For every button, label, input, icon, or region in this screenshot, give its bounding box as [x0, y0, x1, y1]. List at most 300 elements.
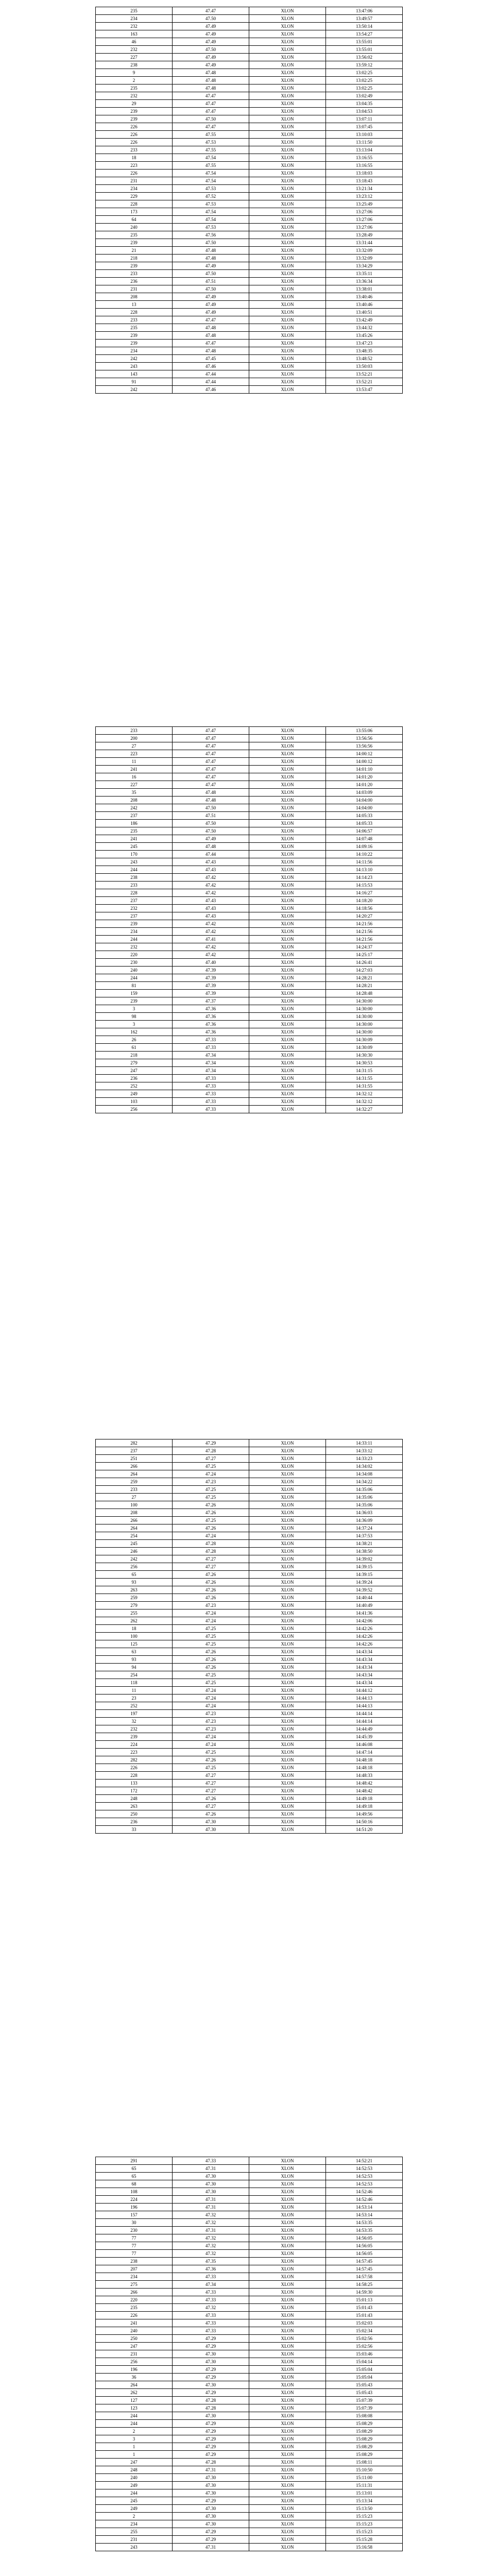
table-row — [96, 2335, 403, 2343]
table-row — [96, 2204, 403, 2211]
volume-cell: 227 — [96, 54, 173, 61]
volume-cell: 196 — [96, 2204, 173, 2211]
volume-cell: 245 — [96, 843, 173, 851]
time-cell: 13:02:25 — [326, 77, 403, 84]
volume-cell: 262 — [96, 2389, 173, 2397]
price-cell: 47.28 — [173, 2404, 249, 2412]
venue-cell: XLON — [249, 193, 326, 200]
volume-cell: 237 — [96, 912, 173, 920]
venue-cell: XLON — [249, 959, 326, 967]
venue-cell: XLON — [249, 1602, 326, 1609]
venue-cell: XLON — [249, 2180, 326, 2188]
volume-cell: 2 — [96, 2513, 173, 2520]
venue-cell: XLON — [249, 742, 326, 750]
table-row — [96, 742, 403, 750]
price-cell: 47.37 — [173, 997, 249, 1005]
venue-cell: XLON — [249, 2536, 326, 2544]
venue-cell: XLON — [249, 2451, 326, 2459]
price-cell: 47.48 — [173, 332, 249, 340]
price-cell: 47.24 — [173, 1741, 249, 1749]
table-row — [96, 2319, 403, 2327]
table-row — [96, 2482, 403, 2489]
volume-cell: 29 — [96, 100, 173, 108]
volume-cell: 235 — [96, 84, 173, 92]
time-cell: 13:21:34 — [326, 185, 403, 193]
venue-cell: XLON — [249, 1818, 326, 1826]
venue-cell: XLON — [249, 2196, 326, 2204]
price-cell: 47.44 — [173, 370, 249, 378]
venue-cell: XLON — [249, 54, 326, 61]
time-cell: 14:18:56 — [326, 905, 403, 912]
price-cell: 47.27 — [173, 1455, 249, 1463]
time-cell: 14:47:14 — [326, 1749, 403, 1756]
time-cell: 15:03:46 — [326, 2350, 403, 2358]
volume-cell: 262 — [96, 1617, 173, 1625]
table-row — [96, 951, 403, 959]
time-cell: 14:40:49 — [326, 1602, 403, 1609]
venue-cell: XLON — [249, 1447, 326, 1455]
time-cell: 15:13:50 — [326, 2505, 403, 2513]
venue-cell: XLON — [249, 77, 326, 84]
price-cell: 47.48 — [173, 247, 249, 255]
volume-cell: 263 — [96, 1803, 173, 1810]
price-cell: 47.39 — [173, 967, 249, 974]
table-row — [96, 262, 403, 270]
price-cell: 47.32 — [173, 2304, 249, 2312]
volume-cell: 223 — [96, 1749, 173, 1756]
table-row — [96, 936, 403, 943]
venue-cell: XLON — [249, 951, 326, 959]
table-row — [96, 370, 403, 378]
venue-cell: XLON — [249, 789, 326, 796]
venue-cell: XLON — [249, 1455, 326, 1463]
venue-cell: XLON — [249, 905, 326, 912]
venue-cell: XLON — [249, 928, 326, 936]
time-cell: 14:32:12 — [326, 1090, 403, 1098]
volume-cell: 157 — [96, 2211, 173, 2219]
time-cell: 14:21:56 — [326, 928, 403, 936]
price-cell: 47.50 — [173, 804, 249, 812]
volume-cell: 235 — [96, 324, 173, 332]
venue-cell: XLON — [249, 1609, 326, 1617]
volume-cell: 245 — [96, 2497, 173, 2505]
table-row — [96, 1633, 403, 1640]
time-cell: 15:13:34 — [326, 2497, 403, 2505]
time-cell: 14:30:00 — [326, 997, 403, 1005]
venue-cell: XLON — [249, 889, 326, 897]
price-cell: 47.24 — [173, 1733, 249, 1741]
venue-cell: XLON — [249, 2258, 326, 2265]
table-row — [96, 1524, 403, 1532]
volume-cell: 236 — [96, 1075, 173, 1082]
time-cell: 14:36:09 — [326, 1517, 403, 1524]
time-cell: 15:01:43 — [326, 2312, 403, 2319]
time-cell: 14:52:53 — [326, 2165, 403, 2173]
table-row — [96, 2211, 403, 2219]
price-cell: 47.30 — [173, 2180, 249, 2188]
venue-cell: XLON — [249, 2544, 326, 2551]
table-row — [96, 324, 403, 332]
time-cell: 14:43:34 — [326, 1656, 403, 1664]
venue-cell: XLON — [249, 2157, 326, 2165]
venue-cell: XLON — [249, 858, 326, 866]
time-cell: 14:51:20 — [326, 1826, 403, 1834]
volume-cell: 228 — [96, 889, 173, 897]
time-cell: 15:08:29 — [326, 2443, 403, 2451]
volume-cell: 239 — [96, 997, 173, 1005]
venue-cell: XLON — [249, 2165, 326, 2173]
time-cell: 13:07:11 — [326, 115, 403, 123]
price-cell: 47.30 — [173, 2381, 249, 2389]
venue-cell: XLON — [249, 1106, 326, 1113]
volume-cell: 255 — [96, 2528, 173, 2536]
time-cell: 15:11:31 — [326, 2482, 403, 2489]
volume-cell: 233 — [96, 1486, 173, 1494]
venue-cell: XLON — [249, 1021, 326, 1028]
time-cell: 14:30:09 — [326, 1044, 403, 1052]
price-cell: 47.32 — [173, 2234, 249, 2242]
venue-cell: XLON — [249, 293, 326, 301]
volume-cell: 172 — [96, 1787, 173, 1795]
time-cell: 13:13:04 — [326, 146, 403, 154]
price-cell: 47.31 — [173, 2466, 249, 2474]
time-cell: 13:55:01 — [326, 46, 403, 54]
price-cell: 47.29 — [173, 2374, 249, 2381]
venue-cell: XLON — [249, 1486, 326, 1494]
time-cell: 13:16:55 — [326, 162, 403, 170]
price-cell: 47.29 — [173, 2443, 249, 2451]
table-row — [96, 897, 403, 905]
time-cell: 15:16:58 — [326, 2544, 403, 2551]
venue-cell: XLON — [249, 1826, 326, 1834]
time-cell: 13:36:34 — [326, 278, 403, 285]
venue-cell: XLON — [249, 1571, 326, 1579]
table-row — [96, 363, 403, 370]
table-row — [96, 789, 403, 796]
time-cell: 14:56:05 — [326, 2242, 403, 2250]
venue-cell: XLON — [249, 1772, 326, 1780]
venue-cell: XLON — [249, 30, 326, 38]
table-row — [96, 1710, 403, 1718]
table-row — [96, 23, 403, 30]
price-cell: 47.42 — [173, 920, 249, 928]
time-cell: 14:32:27 — [326, 1106, 403, 1113]
table-row — [96, 1656, 403, 1664]
time-cell: 14:30:09 — [326, 1036, 403, 1044]
venue-cell: XLON — [249, 216, 326, 224]
table-row — [96, 2281, 403, 2289]
venue-cell: XLON — [249, 835, 326, 843]
venue-cell: XLON — [249, 2204, 326, 2211]
price-cell: 47.50 — [173, 827, 249, 835]
table-row — [96, 1810, 403, 1818]
price-cell: 47.36 — [173, 1028, 249, 1036]
price-cell: 47.31 — [173, 2227, 249, 2234]
volume-cell: 235 — [96, 2304, 173, 2312]
table-row — [96, 46, 403, 54]
time-cell: 14:30:00 — [326, 1005, 403, 1013]
volume-cell: 220 — [96, 951, 173, 959]
venue-cell: XLON — [249, 2273, 326, 2281]
volume-cell: 162 — [96, 1028, 173, 1036]
venue-cell: XLON — [249, 1075, 326, 1082]
volume-cell: 232 — [96, 943, 173, 951]
time-cell: 15:01:43 — [326, 2304, 403, 2312]
price-cell: 47.48 — [173, 843, 249, 851]
price-cell: 47.25 — [173, 1749, 249, 1756]
venue-cell: XLON — [249, 239, 326, 247]
venue-cell: XLON — [249, 2227, 326, 2234]
price-cell: 47.53 — [173, 224, 249, 231]
time-cell: 15:01:13 — [326, 2296, 403, 2304]
time-cell: 13:53:47 — [326, 386, 403, 394]
table-row — [96, 2420, 403, 2428]
volume-cell: 234 — [96, 15, 173, 23]
price-cell: 47.30 — [173, 2520, 249, 2528]
time-cell: 13:40:46 — [326, 301, 403, 309]
table-row — [96, 982, 403, 990]
time-cell: 14:30:00 — [326, 1013, 403, 1021]
venue-cell: XLON — [249, 1036, 326, 1044]
price-cell: 47.25 — [173, 1679, 249, 1687]
time-cell: 15:07:39 — [326, 2404, 403, 2412]
venue-cell: XLON — [249, 827, 326, 835]
time-cell: 13:23:12 — [326, 193, 403, 200]
time-cell: 15:10:50 — [326, 2466, 403, 2474]
venue-cell: XLON — [249, 2350, 326, 2358]
table-row — [96, 293, 403, 301]
venue-cell: XLON — [249, 727, 326, 735]
time-cell: 14:39:52 — [326, 1586, 403, 1594]
volume-cell: 197 — [96, 1710, 173, 1718]
table-row — [96, 974, 403, 982]
price-cell: 47.27 — [173, 1555, 249, 1563]
venue-cell: XLON — [249, 108, 326, 115]
price-cell: 47.33 — [173, 1044, 249, 1052]
time-cell: 14:26:41 — [326, 959, 403, 967]
time-cell: 15:04:14 — [326, 2358, 403, 2366]
volume-cell: 259 — [96, 1478, 173, 1486]
venue-cell: XLON — [249, 866, 326, 874]
price-cell: 47.47 — [173, 92, 249, 100]
table-row — [96, 2242, 403, 2250]
table-row — [96, 2505, 403, 2513]
volume-cell: 235 — [96, 827, 173, 835]
time-cell: 15:15:28 — [326, 2536, 403, 2544]
price-cell: 47.26 — [173, 1664, 249, 1671]
venue-cell: XLON — [249, 2242, 326, 2250]
price-cell: 47.55 — [173, 131, 249, 139]
time-cell: 13:27:06 — [326, 224, 403, 231]
table-row — [96, 2404, 403, 2412]
volume-cell: 3 — [96, 1021, 173, 1028]
venue-cell: XLON — [249, 1013, 326, 1021]
price-cell: 47.48 — [173, 347, 249, 355]
time-cell: 13:35:11 — [326, 270, 403, 278]
price-cell: 47.50 — [173, 270, 249, 278]
price-cell: 47.33 — [173, 1075, 249, 1082]
price-cell: 47.25 — [173, 1764, 249, 1772]
price-cell: 47.28 — [173, 1548, 249, 1555]
table-row — [96, 1082, 403, 1090]
volume-cell: 224 — [96, 1741, 173, 1749]
price-cell: 47.29 — [173, 2335, 249, 2343]
volume-cell: 234 — [96, 2273, 173, 2281]
table-row — [96, 270, 403, 278]
time-cell: 14:39:24 — [326, 1579, 403, 1586]
venue-cell: XLON — [249, 185, 326, 193]
price-cell: 47.24 — [173, 1694, 249, 1702]
table-row — [96, 1803, 403, 1810]
price-cell: 47.51 — [173, 812, 249, 820]
volume-cell: 256 — [96, 2358, 173, 2366]
table-row — [96, 1455, 403, 1463]
venue-cell: XLON — [249, 843, 326, 851]
table-row — [96, 347, 403, 355]
table-row — [96, 1517, 403, 1524]
table-row — [96, 2312, 403, 2319]
table-row — [96, 874, 403, 882]
venue-cell: XLON — [249, 796, 326, 804]
table-row — [96, 2497, 403, 2505]
price-cell: 47.26 — [173, 1524, 249, 1532]
table-row — [96, 2513, 403, 2520]
volume-cell: 248 — [96, 2466, 173, 2474]
time-cell: 15:02:56 — [326, 2335, 403, 2343]
time-cell: 15:05:04 — [326, 2366, 403, 2374]
table-row — [96, 866, 403, 874]
table-row — [96, 1478, 403, 1486]
volume-cell: 2 — [96, 77, 173, 84]
time-cell: 14:48:33 — [326, 1772, 403, 1780]
table-row — [96, 2327, 403, 2335]
volume-cell: 226 — [96, 123, 173, 131]
price-cell: 47.48 — [173, 69, 249, 77]
volume-cell: 143 — [96, 370, 173, 378]
volume-cell: 218 — [96, 255, 173, 262]
price-cell: 47.49 — [173, 23, 249, 30]
table-row — [96, 2273, 403, 2281]
venue-cell: XLON — [249, 2459, 326, 2466]
price-cell: 47.43 — [173, 905, 249, 912]
venue-cell: XLON — [249, 1679, 326, 1687]
time-cell: 13:56:56 — [326, 742, 403, 750]
volume-cell: 123 — [96, 2404, 173, 2412]
time-cell: 15:13:01 — [326, 2489, 403, 2497]
volume-cell: 240 — [96, 967, 173, 974]
price-cell: 47.35 — [173, 2258, 249, 2265]
venue-cell: XLON — [249, 1439, 326, 1447]
volume-cell: 27 — [96, 1494, 173, 1501]
table-row — [96, 1059, 403, 1067]
volume-cell: 259 — [96, 1594, 173, 1602]
price-cell: 47.41 — [173, 936, 249, 943]
venue-cell: XLON — [249, 1059, 326, 1067]
price-cell: 47.43 — [173, 866, 249, 874]
table-row — [96, 835, 403, 843]
table-row — [96, 2389, 403, 2397]
volume-cell: 254 — [96, 1532, 173, 1540]
volume-cell: 220 — [96, 2296, 173, 2304]
price-cell: 47.53 — [173, 139, 249, 146]
table-row — [96, 1439, 403, 1447]
table-row — [96, 1540, 403, 1548]
price-cell: 47.33 — [173, 1082, 249, 1090]
time-cell: 14:48:18 — [326, 1756, 403, 1764]
time-cell: 14:37:24 — [326, 1524, 403, 1532]
venue-cell: XLON — [249, 820, 326, 827]
price-cell: 47.26 — [173, 1594, 249, 1602]
price-cell: 47.26 — [173, 1648, 249, 1656]
venue-cell: XLON — [249, 84, 326, 92]
price-cell: 47.36 — [173, 1005, 249, 1013]
price-cell: 47.54 — [173, 216, 249, 224]
volume-cell: 239 — [96, 115, 173, 123]
volume-cell: 30 — [96, 2219, 173, 2227]
time-cell: 14:36:03 — [326, 1509, 403, 1517]
time-cell: 15:05:43 — [326, 2381, 403, 2389]
table-row — [96, 2173, 403, 2180]
time-cell: 14:33:12 — [326, 1447, 403, 1455]
time-cell: 14:01:20 — [326, 773, 403, 781]
time-cell: 14:42:26 — [326, 1633, 403, 1640]
volume-cell: 227 — [96, 781, 173, 789]
time-cell: 14:44:12 — [326, 1687, 403, 1694]
time-cell: 14:32:12 — [326, 1098, 403, 1106]
time-cell: 14:00:12 — [326, 758, 403, 766]
time-cell: 13:02:49 — [326, 92, 403, 100]
volume-cell: 208 — [96, 1509, 173, 1517]
volume-cell: 100 — [96, 1633, 173, 1640]
volume-cell: 245 — [96, 1540, 173, 1548]
price-cell: 47.29 — [173, 2435, 249, 2443]
venue-cell: XLON — [249, 2234, 326, 2242]
volume-cell: 239 — [96, 920, 173, 928]
table-row — [96, 827, 403, 835]
table-row — [96, 2443, 403, 2451]
time-cell: 14:56:05 — [326, 2234, 403, 2242]
table-row — [96, 15, 403, 23]
volume-cell: 18 — [96, 154, 173, 162]
time-cell: 13:04:53 — [326, 108, 403, 115]
venue-cell: XLON — [249, 1733, 326, 1741]
venue-cell: XLON — [249, 1494, 326, 1501]
time-cell: 15:05:04 — [326, 2374, 403, 2381]
table-row — [96, 912, 403, 920]
time-cell: 15:08:29 — [326, 2428, 403, 2435]
table-row — [96, 2412, 403, 2420]
price-cell: 47.27 — [173, 1563, 249, 1571]
time-cell: 14:31:55 — [326, 1082, 403, 1090]
venue-cell: XLON — [249, 920, 326, 928]
price-cell: 47.47 — [173, 766, 249, 773]
venue-cell: XLON — [249, 1795, 326, 1803]
table-row — [96, 735, 403, 742]
volume-cell: 13 — [96, 301, 173, 309]
volume-cell: 266 — [96, 2289, 173, 2296]
table-row — [96, 2544, 403, 2551]
price-cell: 47.45 — [173, 355, 249, 363]
table-row — [96, 208, 403, 216]
time-cell: 14:38:50 — [326, 1548, 403, 1555]
venue-cell: XLON — [249, 177, 326, 185]
time-cell: 14:15:53 — [326, 882, 403, 889]
table-row — [96, 378, 403, 386]
time-cell: 14:48:42 — [326, 1787, 403, 1795]
price-cell: 47.54 — [173, 208, 249, 216]
price-cell: 47.27 — [173, 1780, 249, 1787]
time-cell: 13:31:44 — [326, 239, 403, 247]
